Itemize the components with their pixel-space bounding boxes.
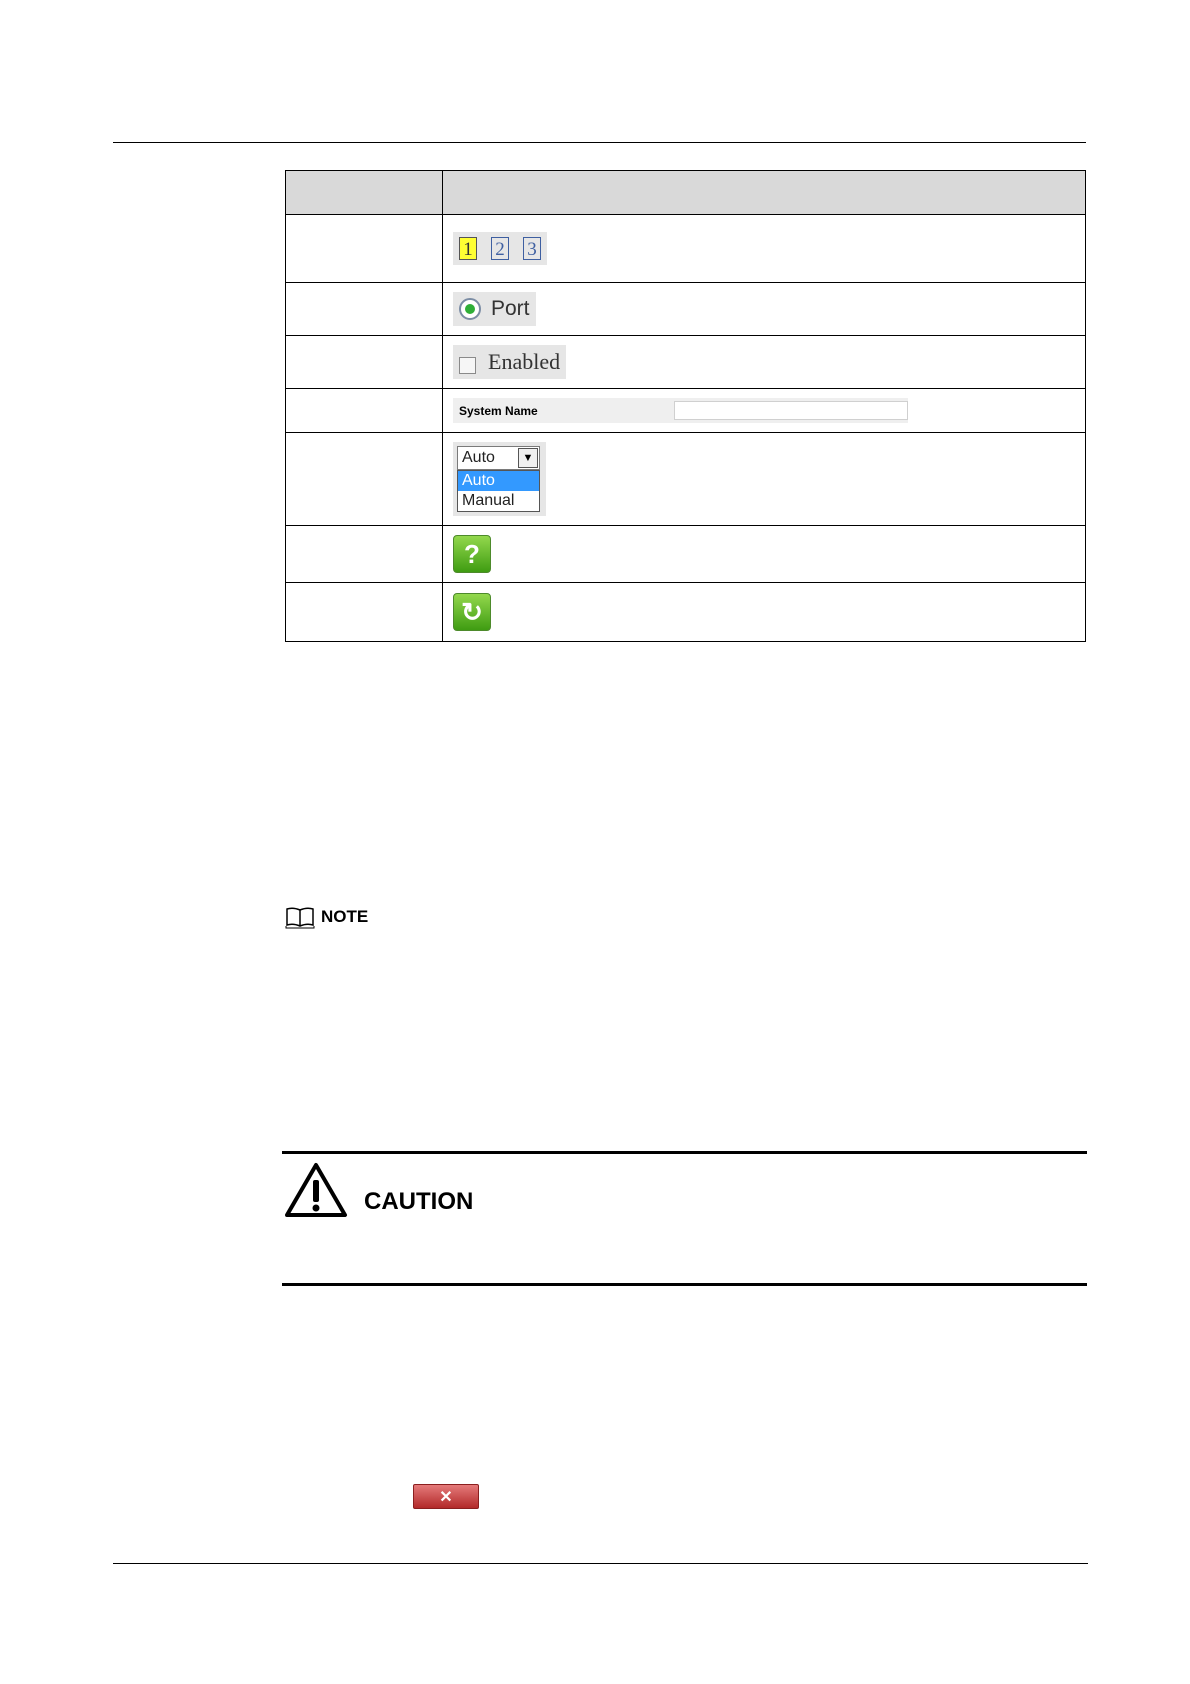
book-icon [285,905,315,929]
radio-label: Port [491,297,530,320]
table-cell [443,526,1086,583]
caution-label: CAUTION [364,1188,474,1215]
page-3-link[interactable]: 3 [523,237,541,260]
enabled-checkbox[interactable] [459,357,476,374]
caution-top-rule [282,1151,1087,1154]
page-2-link[interactable]: 2 [491,237,509,260]
table-cell [443,283,1086,336]
system-name-input[interactable] [674,401,908,420]
close-icon: ✕ [439,1488,453,1506]
radio-selected-dot [465,304,475,314]
warning-triangle-icon [284,1162,348,1218]
header-rule [113,142,1086,143]
table-row [286,389,1086,433]
table-cell [443,583,1086,642]
table-cell [286,433,443,526]
mode-select[interactable] [457,446,540,470]
table-cell [286,336,443,389]
page-1-link[interactable]: 1 [459,237,477,260]
chevron-down-icon[interactable]: ▼ [518,448,538,468]
text-field-row [453,398,908,423]
table-cell [443,336,1086,389]
table-cell [286,389,443,433]
radio-button[interactable] [459,298,481,320]
table-cell [286,583,443,642]
table-row [286,583,1086,642]
refresh-icon: ↻ [461,596,483,627]
table-header-cell-1 [286,171,443,215]
footer-rule [113,1563,1088,1564]
table-row [286,283,1086,336]
close-button[interactable] [413,1484,479,1509]
table-cell [286,283,443,336]
table-row [286,526,1086,583]
system-name-label: System Name [459,403,538,418]
help-button[interactable] [453,535,491,573]
table-row [286,433,1086,526]
dropdown-widget [453,442,546,516]
checkbox-label: Enabled [488,348,561,374]
refresh-button[interactable] [453,593,491,631]
note-heading [285,905,368,929]
table-cell [443,433,1086,526]
caution-bottom-rule [282,1283,1087,1286]
mode-select-value: Auto [462,449,495,466]
caution-heading [284,1162,473,1218]
dropdown-option-manual[interactable]: Manual [462,492,515,509]
table-cell [286,215,443,283]
table-header-cell-2 [443,171,1086,215]
table-cell [443,215,1086,283]
pagination [453,232,547,265]
note-label: NOTE [321,907,369,926]
table-cell [443,389,1086,433]
table-row [286,215,1086,283]
dropdown-list [457,470,540,512]
help-icon: ? [464,538,480,569]
dropdown-option-auto[interactable]: Auto [458,471,539,491]
radio-option[interactable] [453,292,536,326]
table-cell [286,526,443,583]
checkbox-option[interactable] [453,345,566,379]
table-row [286,336,1086,389]
ui-elements-table [285,170,1086,642]
table-header-row [286,171,1086,215]
